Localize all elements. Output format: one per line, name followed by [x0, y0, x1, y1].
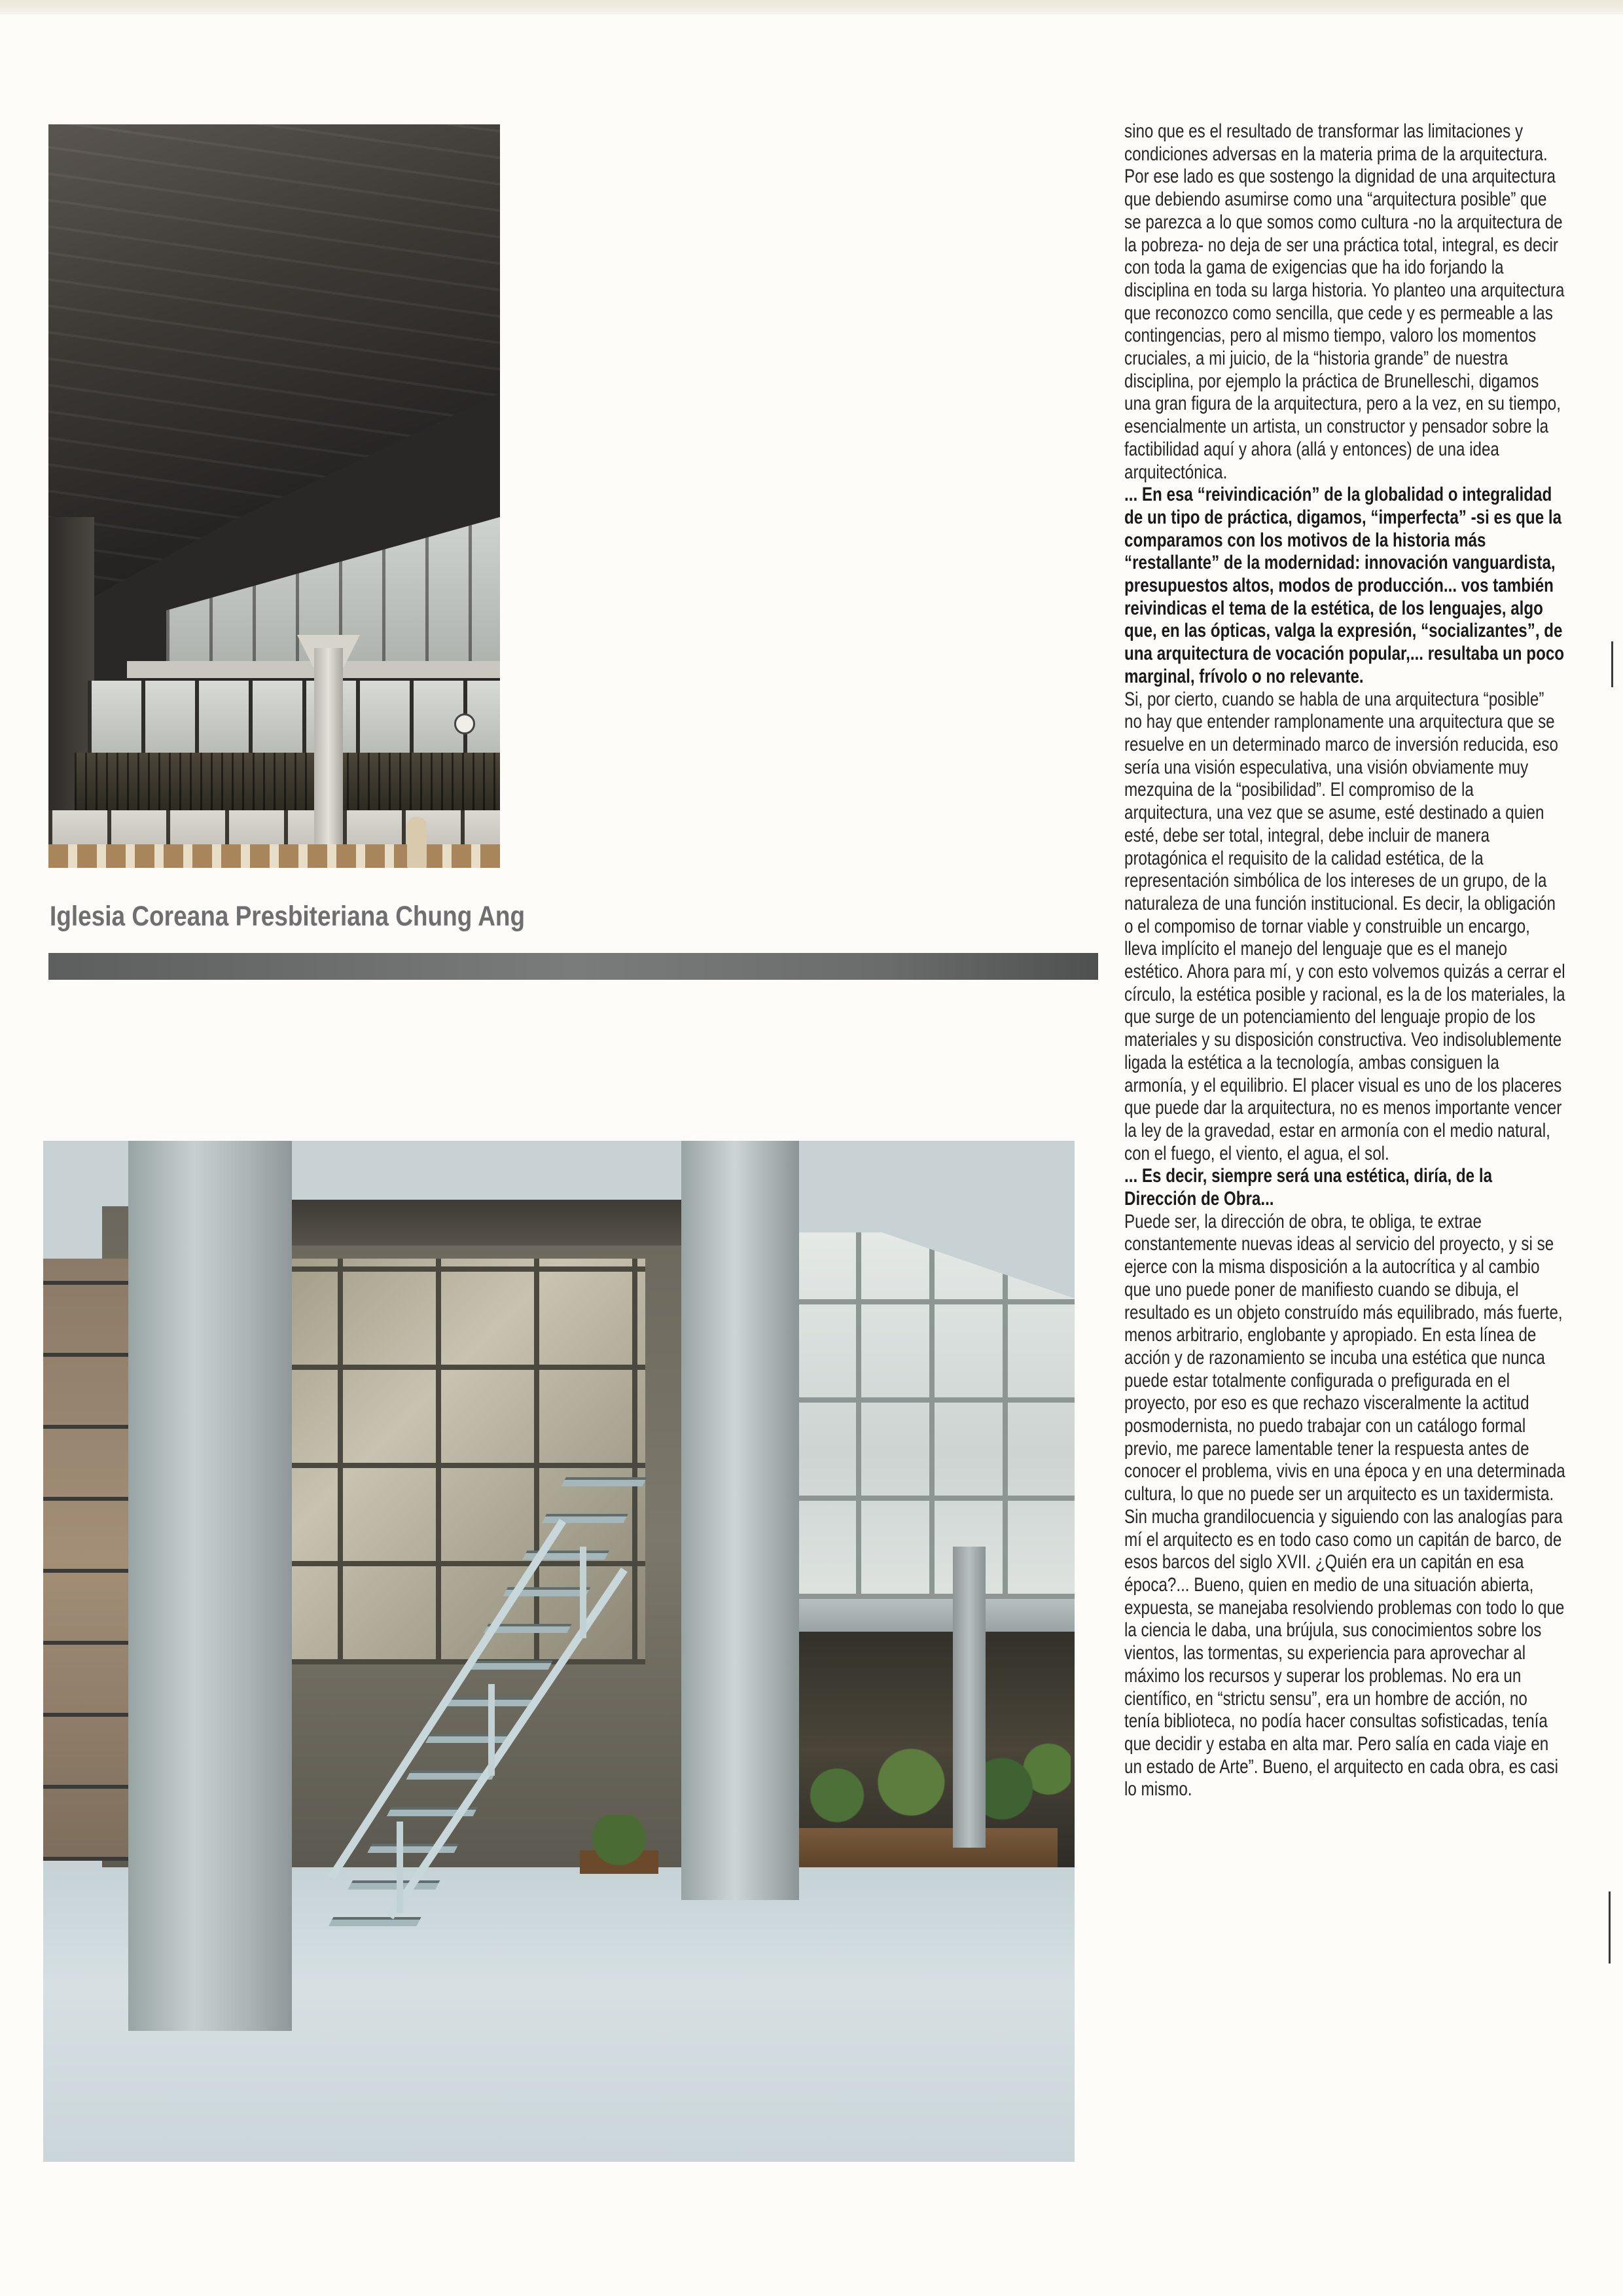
margin-pencil-mark	[1611, 641, 1613, 687]
left-window	[43, 1259, 128, 1861]
article-column	[1124, 120, 1622, 1801]
caption-bar	[48, 953, 1098, 980]
page-top-edge	[0, 0, 1623, 14]
rail-post	[488, 1684, 495, 1776]
plant-pot	[580, 1815, 658, 1874]
answer-paragraph: Si, por cierto, cuando se habla de una arquitectura “posible” no hay que entender ramplonamente una arquitectura que se resuelve en un determinado marco de inversión reducida, eso sería una visión especulativa, una visión obviamente muy mezquina de la “posibilidad”. El compromiso de la arquitectura, una vez que se asume, esté destinado a quien esté, debe ser total, integral, debe incluir de manera protagónica el requisito de la calidad estética, de la representación simbólica de los intereses de un grupo, de la naturaleza de una función institucional. Es decir, la obligación o el compomiso de tornar viable y construible un encargo, lleva implícito el manejo del lenguaje que es el manejo estético. Ahora para mí, y con esto volvemos quizás a cerrar el círculo, la estética posible y racional, es la de los materiales, la que surge de un potenciamiento del lenguaje propio de los materiales y su disposición constructiva. Veo indisolublemente ligada la estética a la tecnología, ambas consiguen la armonía, y el equilibrio. El placer visual es uno de los placeres que puede dar la arquitectura, no es menos importante vencer la ley de la gravedad, estar en armonía con el medio natural, con el fuego, el viento, el agua, el sol.	[1124, 688, 1565, 1164]
concrete-beam	[285, 1200, 743, 1246]
balcony	[75, 753, 500, 810]
stair-hall-photo	[43, 1141, 1075, 2162]
photo-caption: Iglesia Coreana Presbiteriana Chung Ang	[50, 901, 526, 932]
round-column-left	[128, 1141, 292, 2031]
answer-paragraph: Sin mucha grandilocuencia y siguiendo con las analogías para mí el arquitecto es en todo caso como un capitán de barco, de esos barcos del siglo XVII. ¿Quién era un capitán en esa época?... Bueno, quien en medio de una situación abierta, expuesta, se manejaba resolviendo problemas con todo lo que la ciencia le daba, una brújula, sus conocimientos sobre los vientos, las tormentas, su experiencia para aprovechar al máximo los recursos y superar los problemas. No era un científico, en “strictu sensu”, era un hombre de acción, no tenía biblioteca, no podía hacer consultas sofisticadas, tenía que decidir y estaba en alta mar. Pero salía en cada viaje en un estado de Arte”. Bueno, el arquitecto en cada obra, es casi lo mismo.	[1124, 1505, 1565, 1801]
rail-post	[397, 1821, 403, 1913]
floor-slab	[783, 1599, 1075, 1632]
standing-person	[407, 817, 427, 868]
round-column-center	[681, 1141, 799, 1900]
article-text	[1124, 120, 1565, 1801]
upper-gallery-windows	[88, 681, 500, 753]
answer-paragraph: Puede ser, la dirección de obra, te obliga, te extrae constantemente nuevas ideas al servicio del proyecto, y si se ejerce con la misma disposición a la autocrítica y al cambio que uno puede poner de manifiesto cuando se dibuja, el resultado es un objeto construído más equilibrado, más fuerte, menos arbitrario, englobante y apropiado. En esta línea de acción y de razonamiento se incuba una estética que nunca puede estar totalmente configurada o prefigurada en el proyecto, por eso es que rechazo visceralmente la actitud posmodernista, no puedo trabajar con un catálogo formal previo, me parece lamentable tener la respuesta antes de conocer el problema, vivis en una época y en una determinada cultura, lo que no puede ser un arquitecto es un taxidermista.	[1124, 1210, 1565, 1505]
pews	[48, 844, 500, 868]
question-paragraph: ... Es decir, siempre será una estética, diría, de la Dirección de Obra...	[1124, 1165, 1493, 1210]
answer-paragraph: sino que es el resultado de transformar las limitaciones y condiciones adversas en la materia prima de la arquitectura. Por ese lado es que sostengo la dignidad de una arquitectura que debiendo asumirse como una “arquitectura posible” que se parezca a lo que somos como cultura -no la arquitectura de la pobreza- no deja de ser una práctica total, integral, es decir con toda la gama de exigencias que ha ido forjando la disciplina en toda su larga historia. Yo planteo una arquitectura que reconozco como sencilla, que cede y es permeable a las contingencias, pero al mismo tiempo, valoro los momentos cruciales, a mi juicio, de la “historia grande” de nuestra disciplina, por ejemplo la práctica de Brunelleschi, digamos una gran figura de la arquitectura, pero a la vez, en su tiempo, esencialmente un artista, un constructor y pensador sobre la factibilidad aquí y ahora (allá y entonces) de una idea arquitectónica.	[1124, 120, 1565, 483]
planter-box	[796, 1828, 1058, 1867]
central-column	[314, 648, 343, 868]
margin-pencil-mark	[1609, 1892, 1611, 1964]
question-paragraph: ... En esa “reivindicación” de la globalidad o integralidad de un tipo de práctica, digamos, “imperfecta” -si es que la comparamos con los motivos de la historia más “restallante” de la modernidad: innovación vanguardista, presupuestos altos, modos de producción... vos también reivindicas el tema de la estética, de los lenguajes, algo que, en las ópticas, valga la expresión, “socializantes”, de una arquitectura de vocación popular,... resultaba un poco marginal, frívolo o no relevante.	[1124, 484, 1565, 687]
rail-post	[580, 1547, 586, 1638]
ground-windows	[48, 810, 500, 850]
upper-glazing	[783, 1232, 1075, 1599]
church-interior-photo	[48, 124, 500, 868]
wall-clock	[454, 713, 475, 734]
slender-column	[953, 1547, 986, 1848]
